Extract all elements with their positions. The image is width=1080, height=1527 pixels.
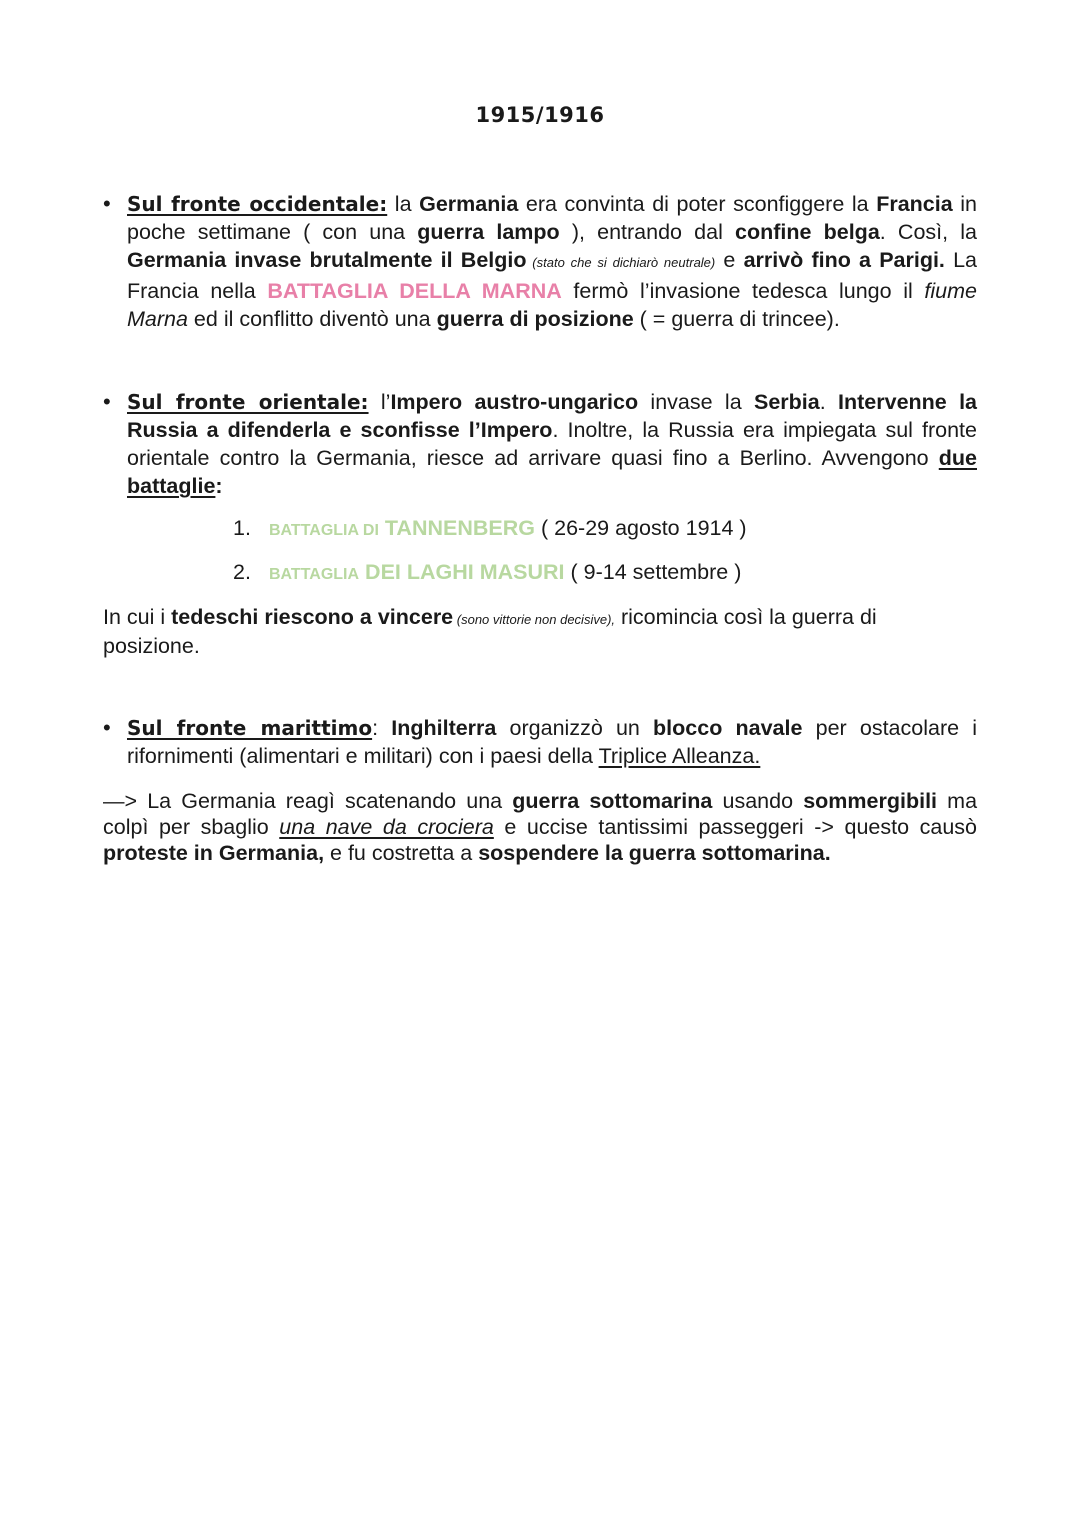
bullet-icon: •	[103, 191, 111, 216]
western-front-heading: Sul fronte occidentale:	[127, 192, 388, 216]
paragraph-in-cui: In cui i tedeschi riescono a vincere (sono vittorie non decisive), ricomincia così la guerra di posizione.	[103, 605, 877, 658]
list-item: 2. BATTAGLIA DEI LAGHI MASURI ( 9-14 settembre )	[233, 560, 742, 584]
section-western-front: • Sul fronte occidentale: la Germania era convinta di poter sconfiggere la Francia in poche settimane ( con una guerra lampo ), entrando dal confine belga. Così, la Germania invase brutalmente il Belgio (stato che si dichiarò neutrale) e arrivò fino a Parigi. La Francia nella BATTAGLIA DELLA MARNA fermò l’invasione tedesca lungo il fiume Marna ed il conflitto diventò una guerra di posizione ( = guerra di trincee).	[103, 191, 977, 331]
eastern-front-heading: Sul fronte orientale:	[127, 390, 369, 414]
paragraph-submarine-war: —> La Germania reagì scatenando una guerra sottomarina usando sommergibili ma colpì per sbaglio una nave da crociera e uccise tantissimi passeggeri -> questo causò proteste in Germania, e fu costretta a sospendere la guerra sottomarina.	[103, 789, 978, 865]
bullet-icon: •	[103, 715, 111, 740]
battles-list	[233, 516, 747, 604]
list-item: 1. BATTAGLIA DI TANNENBERG ( 26-29 agosto 1914 )	[233, 516, 747, 540]
page-title: 1915/1916	[475, 103, 605, 127]
maritime-front-heading: Sul fronte marittimo	[127, 716, 373, 740]
bullet-icon: •	[103, 389, 111, 414]
section-maritime-front: • Sul fronte marittimo: Inghilterra organizzò un blocco navale per ostacolare i rifornimenti (alimentari e militari) con i paesi della Triplice Alleanza.	[103, 715, 978, 768]
section-eastern-front: • Sul fronte orientale: l’Impero austro-ungarico invase la Serbia. Intervenne la Russia a difenderla e sconfisse l’Impero. Inoltre, la Russia era impiegata sul fronte orientale contro la Germania, riesce ad arrivare quasi fino a Berlino. Avvengono due battaglie:	[103, 389, 978, 498]
battle-marna: BATTAGLIA DELLA MARNA	[267, 279, 562, 303]
